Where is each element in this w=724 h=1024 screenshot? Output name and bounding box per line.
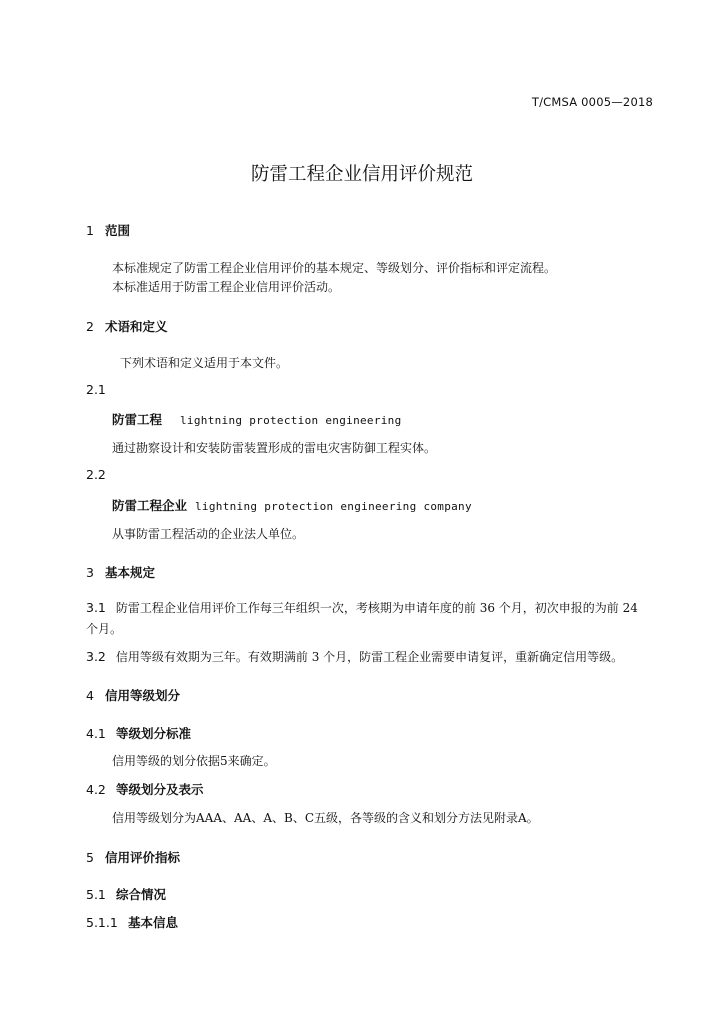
term-number: 2.2 <box>86 467 106 482</box>
subsection-title: 等级划分标准 <box>116 726 192 741</box>
clause-3-2 <box>86 648 623 665</box>
paragraph: 下列术语和定义适用于本文件。 <box>120 356 289 370</box>
paragraph: 本标准适用于防雷工程企业信用评价活动。 <box>112 280 341 294</box>
term-definition: 通过勘察设计和安装防雷装置形成的雷电灾害防御工程实体。 <box>112 441 437 455</box>
section-title: 信用等级划分 <box>105 688 181 703</box>
subsection-number: 4.2 <box>86 782 106 797</box>
clause-number: 3.2 <box>86 649 106 664</box>
term-zh: 防雷工程 <box>112 412 163 427</box>
clause-text: 信用等级有效期为三年。有效期满前 3 个月，防雷工程企业需要申请复评，重新确定信用等级。 <box>115 650 624 664</box>
subsection-5-1-heading <box>86 885 166 903</box>
clause-text: 防雷工程企业信用评价工作每三年组织一次，考核期为申请年度的前 36 个月，初次申报的为前 24 个月。 <box>86 601 638 636</box>
term-en: lightning protection engineering <box>180 414 402 427</box>
document-title: 防雷工程企业信用评价规范 <box>250 164 473 185</box>
section-5-heading <box>86 848 180 866</box>
subsection-title: 基本信息 <box>128 915 179 930</box>
section-4-heading <box>86 686 180 704</box>
subsection-number: 4.1 <box>86 726 106 741</box>
section-number: 2 <box>86 319 94 334</box>
section-number: 3 <box>86 565 94 580</box>
subsection-number: 5.1 <box>86 887 106 902</box>
paragraph: 信用等级划分为AAA、AA、A、B、C五级，各等级的含义和划分方法见附录A。 <box>112 811 539 825</box>
section-title: 术语和定义 <box>105 319 168 334</box>
term-entry <box>112 496 472 514</box>
term-definition: 从事防雷工程活动的企业法人单位。 <box>112 527 305 541</box>
section-2-heading <box>86 317 168 335</box>
term-number: 2.1 <box>86 382 106 397</box>
section-title: 范围 <box>105 223 131 238</box>
term-en: lightning protection engineering company <box>195 500 472 513</box>
section-3-heading <box>86 563 155 581</box>
clause-number: 3.1 <box>86 600 106 615</box>
term-zh: 防雷工程企业 <box>112 498 188 513</box>
subsection-title: 等级划分及表示 <box>116 782 204 797</box>
section-number: 1 <box>86 223 94 238</box>
standard-code: T/CMSA 0005—2018 <box>531 95 653 109</box>
subsection-title: 综合情况 <box>116 887 167 902</box>
section-title: 信用评价指标 <box>105 850 181 865</box>
subsection-number: 5.1.1 <box>86 915 118 930</box>
section-title: 基本规定 <box>105 565 156 580</box>
section-number: 4 <box>86 688 94 703</box>
term-entry <box>112 410 402 428</box>
section-1-heading <box>86 221 130 239</box>
subsection-4-1-heading <box>86 724 191 742</box>
paragraph: 本标准规定了防雷工程企业信用评价的基本规定、等级划分、评价指标和评定流程。 <box>112 261 557 275</box>
paragraph: 信用等级的划分依据5来确定。 <box>112 754 276 768</box>
section-number: 5 <box>86 850 94 865</box>
subsection-5-1-1-heading <box>86 913 178 931</box>
subsection-4-2-heading <box>86 780 204 798</box>
clause-3-1 <box>86 597 652 640</box>
